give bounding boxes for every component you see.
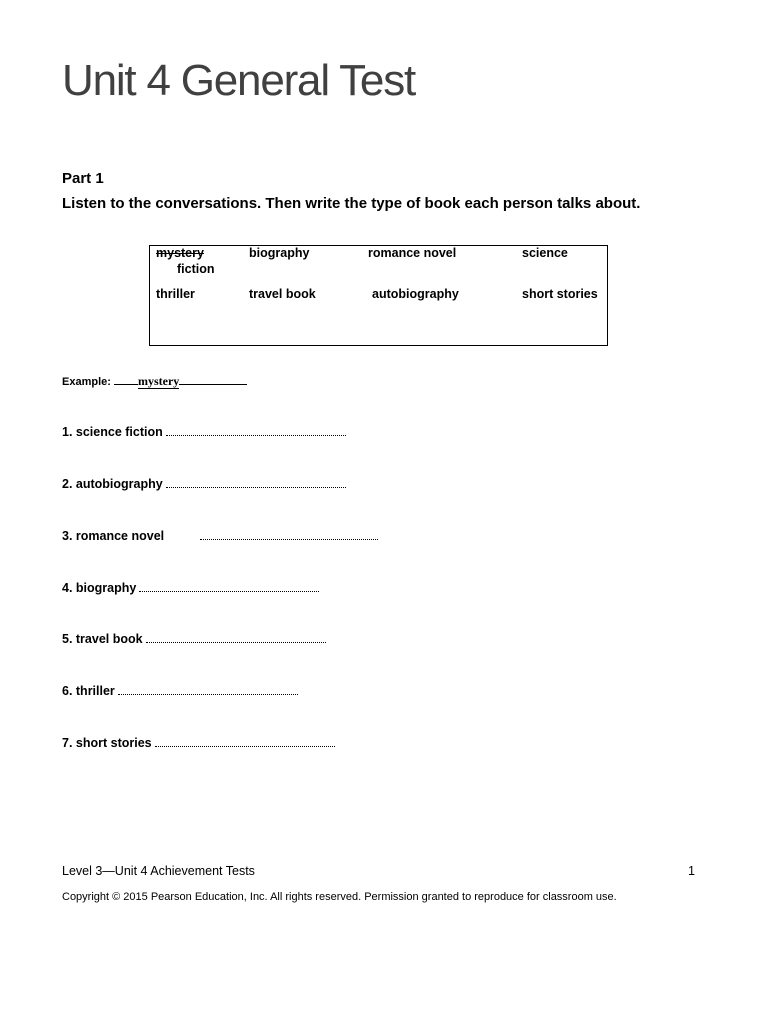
answer-blank[interactable] bbox=[155, 745, 335, 747]
answer-blank[interactable] bbox=[166, 434, 346, 436]
example-blank-lead bbox=[114, 384, 138, 385]
word-fiction: fiction bbox=[177, 262, 215, 276]
word-autobiography: autobiography bbox=[372, 287, 459, 301]
answer-item-5[interactable] bbox=[62, 632, 326, 646]
copyright-notice: Copyright © 2015 Pearson Education, Inc. All rights reserved. Permission granted to reproduce for classroom use. bbox=[62, 891, 617, 903]
word-mystery: mystery bbox=[156, 246, 204, 260]
word-thriller: thriller bbox=[156, 287, 195, 301]
word-science: science bbox=[522, 246, 568, 260]
word-romance-novel: romance novel bbox=[368, 246, 457, 260]
example-label: Example bbox=[62, 376, 108, 388]
answer-blank[interactable] bbox=[200, 538, 378, 540]
answer-item-6[interactable] bbox=[62, 684, 298, 698]
item-label: 1. science fiction bbox=[62, 425, 163, 439]
item-label: 4. biography bbox=[62, 581, 137, 595]
item-label: 3. romance novel bbox=[62, 529, 165, 543]
page-number: 1 bbox=[688, 864, 695, 878]
answer-item-7[interactable] bbox=[62, 736, 335, 750]
part-instructions: Listen to the conversations. Then write the type of book each person talks about. bbox=[62, 195, 641, 212]
answer-blank[interactable] bbox=[166, 486, 346, 488]
example-blank-tail bbox=[179, 384, 247, 385]
part-label: Part 1 bbox=[62, 170, 104, 187]
footer-title: Level 3—Unit 4 Achievement Tests bbox=[62, 864, 255, 878]
word-box bbox=[149, 245, 608, 346]
answer-blank[interactable] bbox=[139, 590, 319, 592]
word-travel-book: travel book bbox=[249, 287, 316, 301]
item-label: 7. short stories bbox=[62, 736, 152, 750]
example-answer: mystery bbox=[137, 374, 180, 388]
answer-item-2[interactable] bbox=[62, 477, 346, 491]
answer-item-4[interactable] bbox=[62, 581, 319, 595]
item-label: 5. travel book bbox=[62, 632, 143, 646]
answer-item-3[interactable] bbox=[62, 529, 378, 543]
answer-blank[interactable] bbox=[118, 693, 298, 695]
example-line bbox=[62, 374, 247, 389]
example-colon: : bbox=[107, 376, 111, 388]
item-label: 6. thriller bbox=[62, 684, 115, 698]
word-biography: biography bbox=[249, 246, 310, 260]
answer-blank[interactable] bbox=[146, 641, 326, 643]
page-title: Unit 4 General Test bbox=[62, 56, 416, 105]
word-short-stories: short stories bbox=[522, 287, 598, 301]
item-label: 2. autobiography bbox=[62, 477, 163, 491]
answer-item-1[interactable] bbox=[62, 425, 346, 439]
